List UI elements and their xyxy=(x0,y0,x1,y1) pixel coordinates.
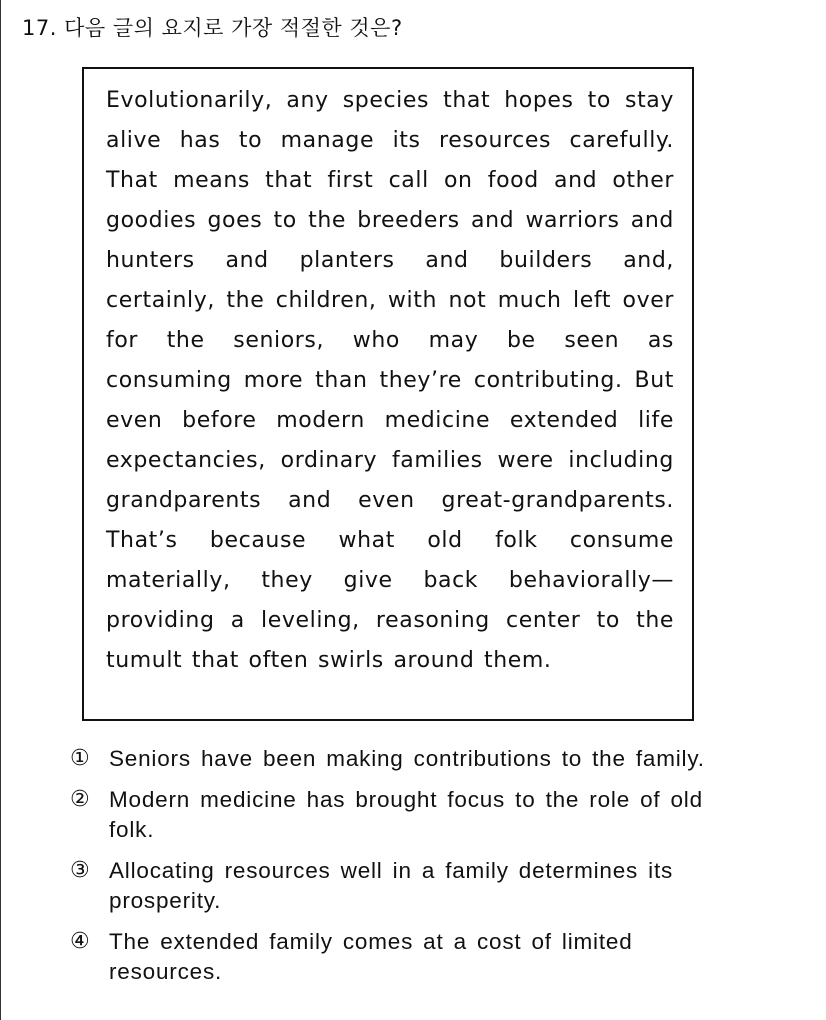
option-number: ③ xyxy=(70,858,91,883)
passage-text: Evolutionarily, any species that hopes to stay alive has to manage its resources carefully. That means that first call on food and other goodies goes to the breeders and warriors and hunters and planters and builders and, certainly, the children, with not much left over for the seniors, who may be seen as consuming more than they’re contributing. But even before modern medicine extended life expectancies, ordinary families were including grandparents and even great-grandparents. That’s because what old folk consume materially, they give back behaviorally—providing a leveling, reasoning center to the tumult that often swirls around them. xyxy=(106,88,674,673)
question-title: 17. 다음 글의 요지로 가장 적절한 것은? xyxy=(22,16,403,40)
option-number: ② xyxy=(70,787,91,812)
option-text: The extended family comes at a cost of limited resources. xyxy=(109,929,633,984)
option-text: Modern medicine has brought focus to the role of old folk. xyxy=(109,787,703,842)
option-text: Allocating resources well in a family determines its prosperity. xyxy=(109,858,674,913)
option-2[interactable] xyxy=(70,785,750,845)
answer-options xyxy=(70,744,750,998)
page-left-border xyxy=(0,0,1,1020)
option-number: ④ xyxy=(70,929,91,954)
option-3[interactable] xyxy=(70,856,750,916)
option-1[interactable] xyxy=(70,744,750,774)
option-text: Seniors have been making contributions to the family. xyxy=(109,746,705,771)
option-4[interactable] xyxy=(70,927,750,987)
option-number: ① xyxy=(70,746,91,771)
passage-box xyxy=(82,67,694,721)
